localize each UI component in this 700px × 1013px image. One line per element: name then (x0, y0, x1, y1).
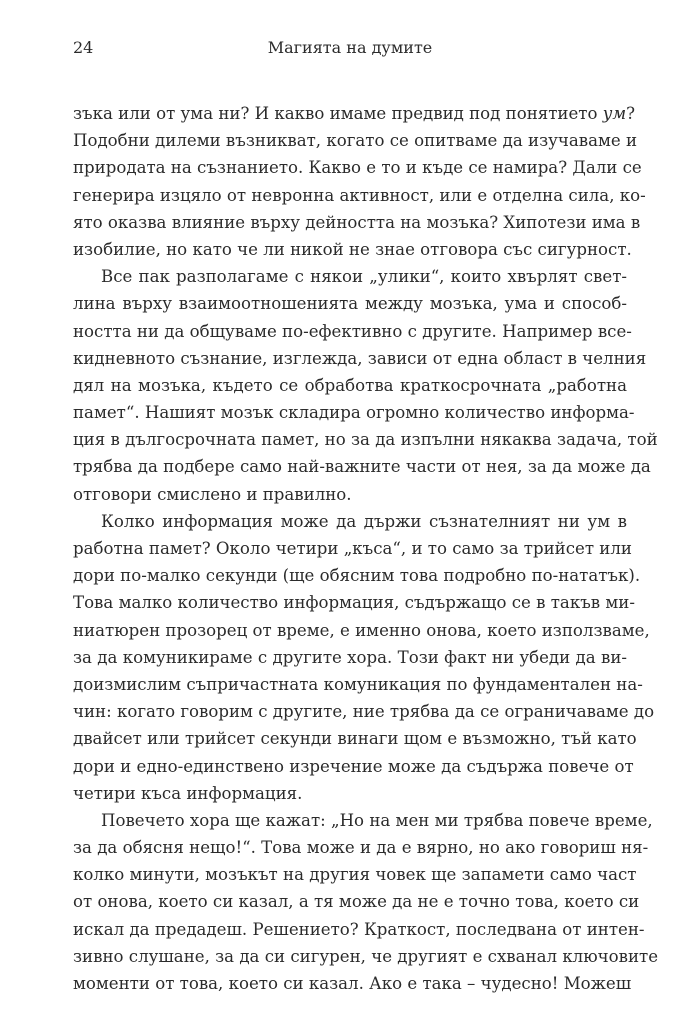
text-line: лина върху взаимоотношенията между мозъка, ума и способ- (73, 294, 627, 314)
text-line: Повечето хора ще кажат: „Но на мен ми трябва повече време, (101, 810, 653, 830)
text-line: ността ни да общуваме по-ефективно с другите. Например все- (73, 321, 632, 341)
text-line: ция в дългосрочната памет, но за да изпълни някаква задача, той (73, 430, 658, 450)
book-title: Магията на думите (267, 38, 433, 57)
text-line: Все пак разполагаме с някои „улики“, които хвърлят свет- (101, 267, 627, 287)
text-line: Подобни дилеми възникват, когато се опитваме да изучаваме и (73, 131, 638, 151)
text-line: за да комуникираме с другите хора. Този факт ни убеди да ви- (73, 647, 627, 667)
text-line: Това малко количество информация, съдържащо се в такъв ми- (73, 593, 635, 613)
emphasis-word: ум (602, 104, 627, 123)
text-line: зивно слушане, за да си сигурен, че другият е схванал ключовите (73, 946, 659, 966)
body-text (73, 100, 659, 997)
text-line: зъка или от ума ни? И какво имаме предвид под понятието ум? (73, 104, 636, 123)
text-line: природата на съзнанието. Какво е то и къде се намира? Дали се (73, 158, 642, 178)
text-line: искал да предадеш. Решението? Краткост, последвана от интен- (73, 919, 645, 939)
text-line: двайсет или трийсет секунди винаги щом е възможно, тъй като (73, 729, 637, 749)
text-line: Колко информация може да държи съзнателният ни ум в (101, 511, 627, 531)
text-line: изобилие, но като че ли никой не знае отговора със сигурност. (73, 239, 632, 259)
text-line: отговори смислено и правилно. (73, 484, 352, 504)
text-line: генерира изцяло от невронна активност, или е отделна сила, ко- (73, 185, 646, 205)
text-line: за да обясня нещо!“. Това може и да е вярно, но ако говориш ня- (73, 838, 649, 858)
text-line: дял на мозъка, където се обработва краткосрочната „работна (73, 375, 627, 395)
running-head (73, 36, 627, 60)
text-line: от онова, което си казал, а тя може да не е точно това, което си (73, 892, 640, 912)
text-line: чин: когато говорим с другите, ние трябва да се ограничаваме до (73, 702, 655, 722)
text-line: ниатюрен прозорец от време, е именно онова, което използваме, (73, 620, 650, 640)
text-line: доизмислим съпричастната комуникация по фундаментален на- (73, 674, 643, 694)
text-line: колко минути, мозъкът на другия човек ще запамети само част (73, 865, 637, 885)
text-line: четири къса информация. (73, 783, 303, 803)
text-line: работна памет? Около четири „къса“, и то само за трийсет или (73, 539, 632, 558)
text-line: трябва да подбере само най-важните части от нея, за да може да (73, 457, 651, 477)
text-line: моменти от това, което си казал. Ако е така – чудесно! Можеш (73, 974, 632, 993)
text-line: памет“. Нашият мозък складира огромно количество информа- (73, 403, 635, 423)
text-line: кидневното съзнание, изглежда, зависи от една област в челния (73, 348, 647, 368)
text-line: ято оказва влияние върху дейността на мозъка? Хипотези има в (73, 212, 641, 232)
text-line: дори и едно-единствено изречение може да съдържа повече от (73, 756, 634, 776)
page-number: 24 (73, 38, 94, 57)
text-line: дори по-малко секунди (ще обясним това подробно по-нататък). (73, 566, 641, 586)
